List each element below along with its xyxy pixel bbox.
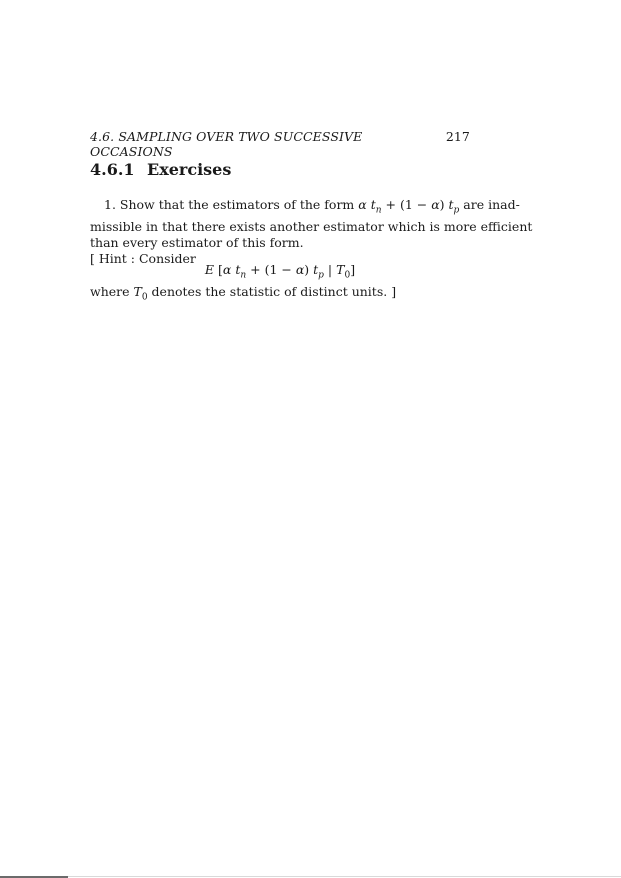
exercise-1-line-4: [ Hint : Consider	[90, 250, 196, 266]
exercise-1-line-3: than every estimator of this form.	[90, 234, 304, 250]
page-number: 217	[445, 129, 470, 144]
exercise-1-line-1-prefix: 1. Show that the estimators of the form	[104, 197, 359, 212]
exercise-1-line-1	[90, 197, 520, 219]
section-number: 4.6.1	[90, 160, 135, 179]
section-title: Exercises	[147, 160, 232, 179]
exercise-1-line-1-suffix: are inad-	[459, 197, 520, 212]
closing-prefix: where	[90, 284, 134, 299]
display-equation-conditional-expectation: E [α $t_n + (1 - \alpha)$ $t_p$ | $T_0$]	[204, 262, 356, 281]
inline-math-estimator-form: α $t_n + (1 - \alpha)$ $t_p$	[358, 197, 460, 216]
exercise-1-line-2: missible in that there exists another estimator which is more efficient	[90, 218, 533, 234]
closing-sentence	[90, 284, 396, 306]
bottom-border	[0, 876, 621, 877]
running-head-title: 4.6. SAMPLING OVER TWO SUCCESSIVE OCCASIONS	[90, 129, 363, 159]
inline-math-t0: $T_0$	[133, 284, 148, 303]
section-heading	[90, 160, 231, 179]
exercise-1-paragraph	[90, 197, 533, 267]
running-head	[90, 129, 470, 159]
closing-suffix: denotes the statistic of distinct units. ]	[147, 284, 397, 299]
